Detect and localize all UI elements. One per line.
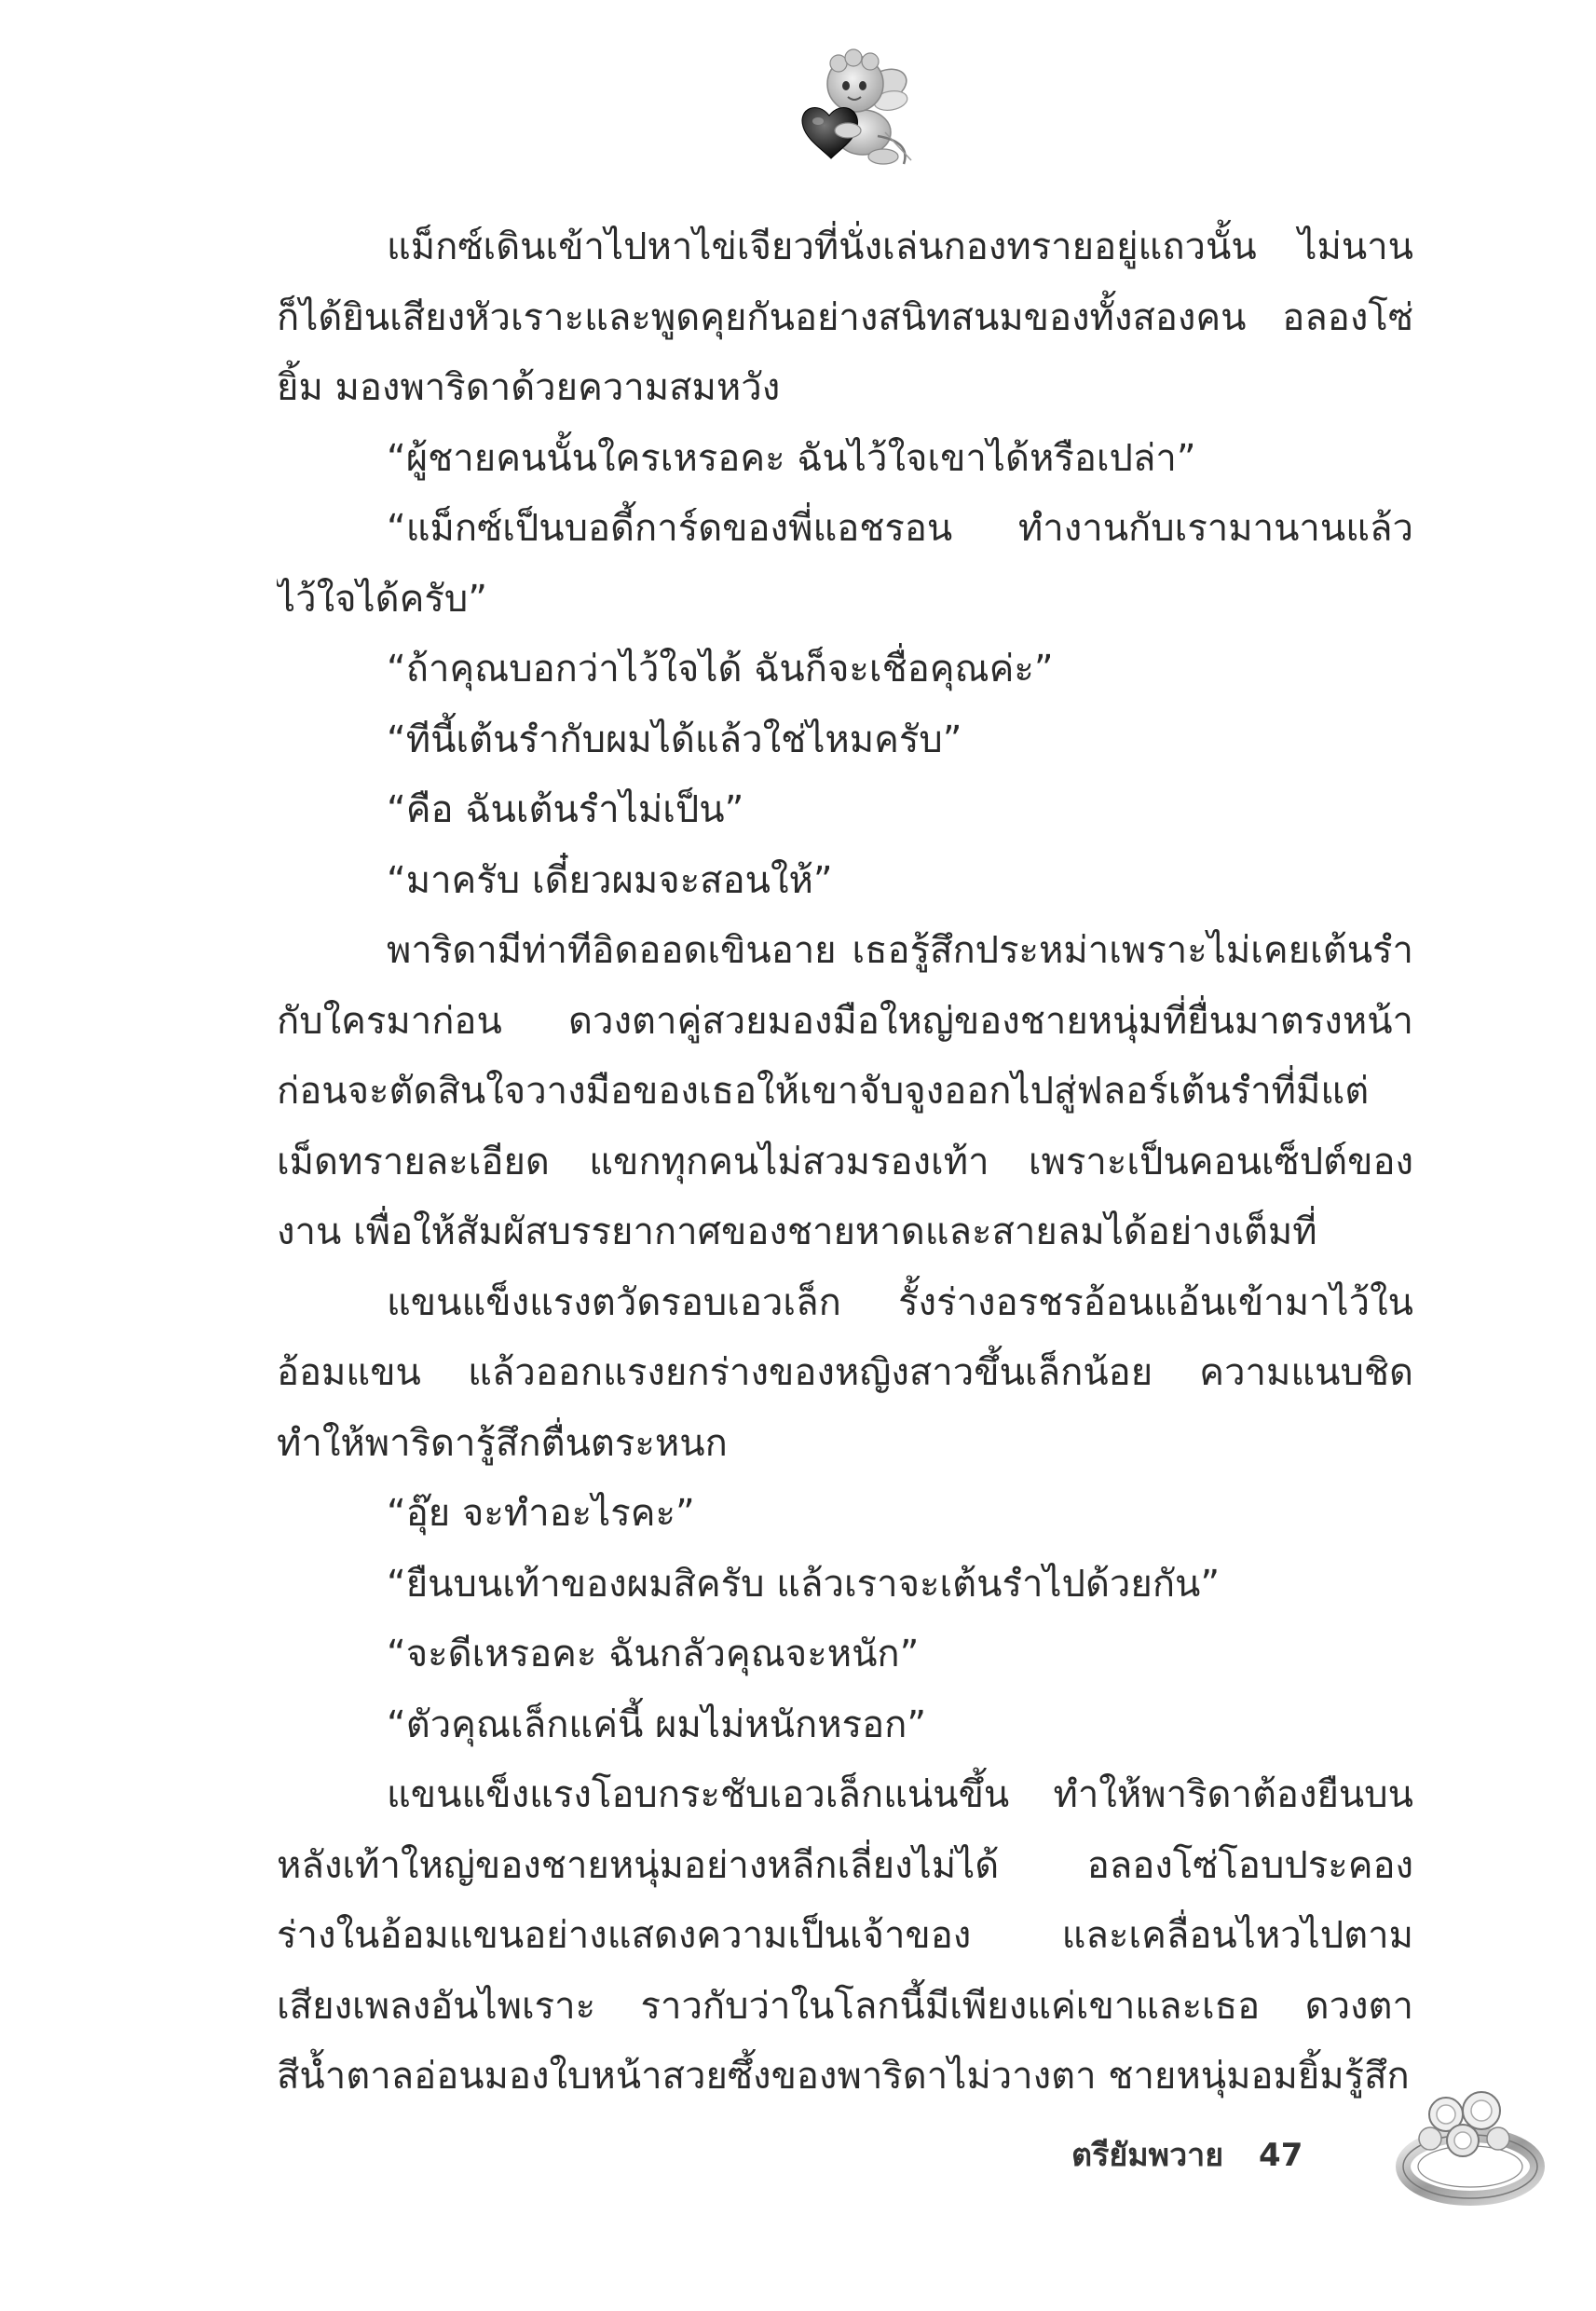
text-line: เม็ดทรายละเอียด แขกทุกคนไม่สวมรองเท้า เพราะเป็นคอนเซ็ปต์ของ — [277, 1140, 1413, 1183]
text-line: แขนแข็งแรงโอบกระชับเอวเล็กแน่นขึ้น ทำให้พาริดาต้องยืนบน — [387, 1773, 1413, 1816]
text-line: “จะดีเหรอคะ ฉันกลัวคุณจะหนัก” — [387, 1633, 920, 1675]
text-line: “ยืนบนเท้าของผมสิครับ แล้วเราจะเต้นรำไปด้วยกัน” — [387, 1562, 1221, 1606]
text-line: งาน เพื่อให้สัมผัสบรรยากาศของชายหาดและสายลมได้อย่างเต็มที่ — [277, 1210, 1317, 1253]
text-line: แขนแข็งแรงตวัดรอบเอวเล็ก รั้งร่างอรชรอ้อนแอ้นเข้ามาไว้ใน — [387, 1280, 1413, 1324]
text-line: สีน้ำตาลอ่อนมองใบหน้าสวยซึ้งของพาริดาไม่วางตา ชายหนุ่มอมยิ้มรู้สึก — [277, 2055, 1410, 2098]
page-footer — [1071, 2129, 1303, 2180]
text-line: “แม็กซ์เป็นบอดี้การ์ดของพี่แอชรอน ทำงานกับเรามานานแล้ว — [387, 507, 1413, 550]
text-line: หลังเท้าใหญ่ของชายหนุ่มอย่างหลีกเลี่ยงไม่ได้ อลองโซ่โอบประคอง — [277, 1843, 1413, 1887]
text-line: พาริดามีท่าทีอิดออดเขินอาย เธอรู้สึกประหม่าเพราะไม่เคยเต้นรำ — [387, 929, 1413, 972]
text-line: อ้อมแขน แล้วออกแรงยกร่างของหญิงสาวขึ้นเล็กน้อย ความแนบชิด — [277, 1351, 1413, 1394]
book-title: ตรียัมพวาย — [1071, 2137, 1224, 2174]
text-line: กับใครมาก่อน ดวงตาคู่สวยมองมือใหญ่ของชายหนุ่มที่ยื่นมาตรงหน้า — [277, 999, 1413, 1043]
text-line: “มาครับ เดี๋ยวผมจะสอนให้” — [387, 858, 833, 902]
text-line: “ถ้าคุณบอกว่าไว้ใจได้ ฉันก็จะเชื่อคุณค่ะ” — [387, 648, 1054, 691]
text-line: แม็กซ์เดินเข้าไปหาไข่เจียวที่นั่งเล่นกองทรายอยู่แถวนั้น ไม่นาน — [387, 226, 1413, 268]
diamond-ring-icon — [1388, 2073, 1547, 2213]
text-line: ยิ้ม มองพาริดาด้วยความสมหวัง — [277, 366, 781, 409]
text-line: ก่อนจะตัดสินใจวางมือของเธอให้เขาจับจูงออกไปสู่ฟลอร์เต้นรำที่มีแต่ — [277, 1070, 1370, 1113]
text-line: ก็ได้ยินเสียงหัวเราะและพูดคุยกันอย่างสนิทสนมของทั้งสองคน อลองโซ่ — [277, 295, 1413, 339]
story-text — [277, 212, 1413, 2113]
text-line: “ผู้ชายคนนั้นใครเหรอคะ ฉันไว้ใจเขาได้หรือเปล่า” — [387, 436, 1196, 480]
text-line: ทำให้พาริดารู้สึกตื่นตระหนก — [277, 1421, 728, 1465]
text-line: “ตัวคุณเล็กแค่นี้ ผมไม่หนักหรอก” — [387, 1702, 927, 1746]
cupid-with-heart-icon — [781, 47, 921, 168]
text-line: เสียงเพลงอันไพเราะ ราวกับว่าในโลกนี้มีเพียงแค่เขาและเธอ ดวงตา — [277, 1984, 1413, 2028]
text-line: ร่างในอ้อมแขนอย่างแสดงความเป็นเจ้าของ และเคลื่อนไหวไปตาม — [277, 1914, 1413, 1957]
page-number: 47 — [1259, 2137, 1303, 2174]
text-line: ไว้ใจได้ครับ” — [277, 577, 487, 621]
text-line: “อุ๊ย จะทำอะไรคะ” — [387, 1492, 695, 1535]
text-line: “คือ ฉันเต้นรำไม่เป็น” — [387, 788, 744, 831]
text-line: “ทีนี้เต้นรำกับผมได้แล้วใช่ไหมครับ” — [387, 718, 962, 761]
